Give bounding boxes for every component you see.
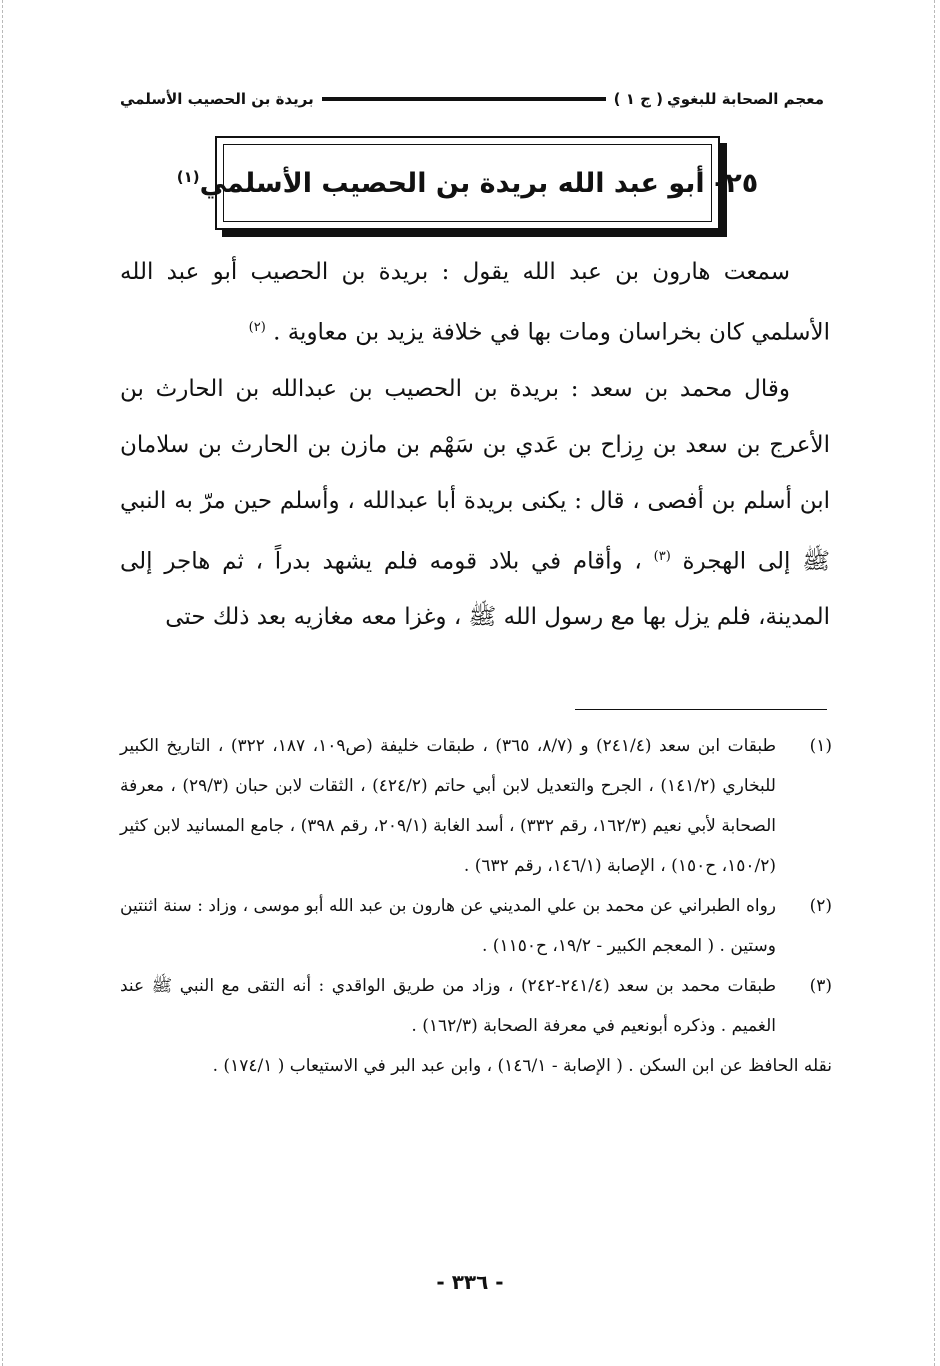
main-text xyxy=(120,244,830,645)
entry-title-text: ٢٥- أبو عبد الله بريدة بن الحصيب الأسلمي xyxy=(199,167,759,199)
footnote-1-number: (١) xyxy=(809,736,832,756)
page-edge-right xyxy=(934,0,935,1366)
running-head xyxy=(120,86,824,112)
running-head-book-title: معجم الصحابة للبغوي xyxy=(667,90,824,108)
footnote-2 xyxy=(120,886,832,966)
footnotes xyxy=(120,726,832,1086)
paragraph-1 xyxy=(120,244,830,361)
footnote-3-text: طبقات محمد بن سعد (٢٤١/٤-٢٤٢) ، وزاد من طريق الواقدي : أنه التقى مع النبي ﷺ عند الغميم . وذكره أبونعيم في معرفة الصحابة (١٦٢/٣) . xyxy=(120,976,776,1036)
running-head-rule xyxy=(322,97,606,101)
entry-title-box xyxy=(176,136,759,230)
footnote-2-text: رواه الطبراني عن محمد بن علي المديني عن هارون بن عبد الله أبو موسى ، وزاد : سنة اثنتين وستين . ( المعجم الكبير - ١٩/٢، ح١١٥٠) . xyxy=(120,896,776,956)
footnote-2-number: (٢) xyxy=(809,896,832,916)
paragraph-2-note-ref: (٣) xyxy=(653,548,671,564)
footnote-3-continuation: نقله الحافظ عن ابن السكن . ( الإصابة - ١٤٦/١) ، وابن عبد البر في الاستيعاب ( ١٧٤/١) . xyxy=(212,1056,832,1076)
footnote-3-number: (٣) xyxy=(809,976,832,996)
footnote-separator xyxy=(575,709,827,710)
paragraph-1-text: سمعت هارون بن عبد الله يقول : بريدة بن الحصيب أبو عبد الله الأسلمي كان بخراسان ومات بها في خلافة يزيد بن معاوية . xyxy=(120,259,830,346)
paragraph-2-text-b: ، وأقام في بلاد قومه فلم يشهد بدراً ، ثم هاجر إلى المدينة، فلم يزل بها مع رسول الله ﷺ ، وغزا معه مغازيه بعد ذلك حتى xyxy=(120,548,830,631)
entry-title xyxy=(177,168,758,199)
running-head-book xyxy=(614,90,824,108)
page-number: - ٣٣٦ - xyxy=(436,1270,504,1294)
paragraph-1-note-ref: (٢) xyxy=(248,320,266,335)
paragraph-2 xyxy=(120,361,830,646)
paragraph-2-text-a: وقال محمد بن سعد : بريدة بن الحصيب بن عبدالله بن الحارث بن الأعرج بن سعد بن رِزاح بن عَدي بن سَهْم بن مازن بن الحارث بن سلامان ابن أسلم بن أفصى ، قال : يكنى بريدة أبا عبدالله ، وأسلم حين مرّ به النبي ﷺ إلى الهجرة xyxy=(120,375,830,575)
footnote-3 xyxy=(120,966,832,1046)
running-head-volume: ( ج ١ ) xyxy=(613,90,663,108)
footnote-1 xyxy=(120,726,832,886)
running-head-entry: بريدة بن الحصيب الأسلمي xyxy=(120,90,314,108)
footnote-1-text: طبقات ابن سعد (٢٤١/٤) و (٨/٧، ٣٦٥) ، طبقات خليفة (ص١٠٩، ١٨٧، ٣٢٢) ، التاريخ الكبير للبخاري (١٤١/٢) ، الجرح والتعديل لابن أبي حاتم (٤٢٤/٢) ، الثقات لابن حبان (٢٩/٣) ، معرفة الصحابة لأبي نعيم (١٦٢/٣، رقم ٣٣٢) ، أسد الغابة (٢٠٩/١، رقم ٣٩٨) ، جامع المسانيد لابن كثير (١٥٠/٢، ح١٥٠) ، الإصابة (١٤٦/١، رقم ٦٣٢) . xyxy=(120,736,777,876)
page-edge-left xyxy=(2,0,3,1366)
entry-title-note-ref: (١) xyxy=(176,167,200,186)
